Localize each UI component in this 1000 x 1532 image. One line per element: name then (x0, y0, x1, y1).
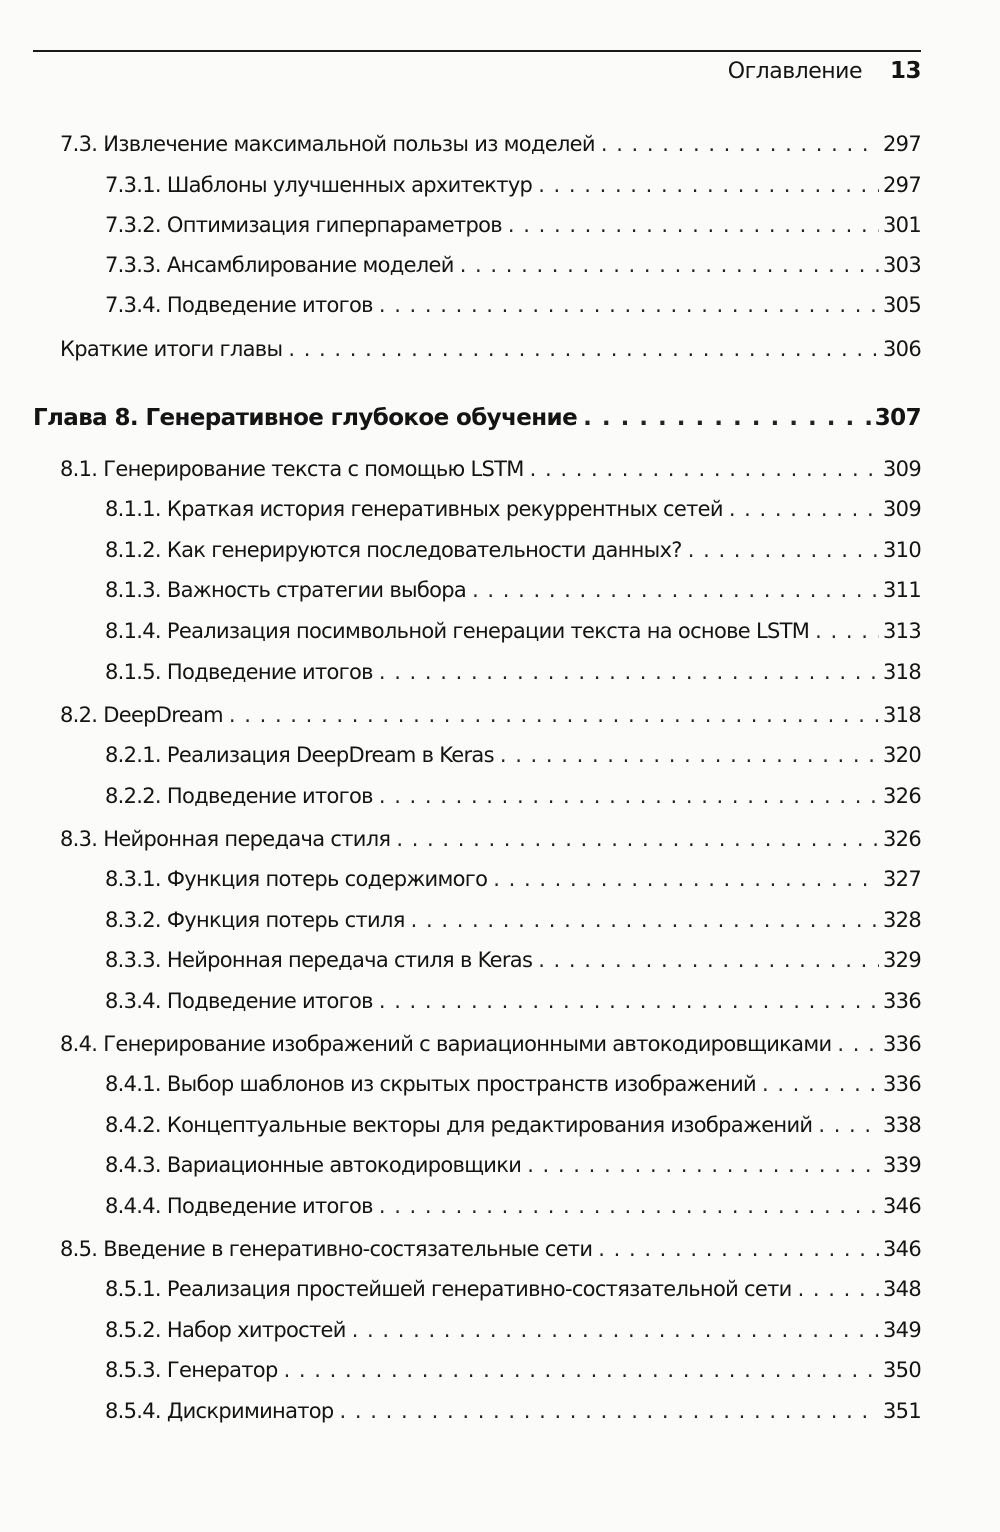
toc-leader-dots (379, 293, 879, 317)
toc-entry-page: 346 (883, 1194, 921, 1218)
toc-leader-dots (500, 743, 879, 767)
toc-entry-title: 8.5.3. Генератор (105, 1358, 278, 1382)
toc-entry[interactable] (105, 619, 921, 643)
toc-entry-title: 8.2.1. Реализация DeepDream в Keras (105, 743, 494, 767)
toc-entry-page: 297 (883, 132, 921, 156)
toc-leader-dots (583, 405, 871, 431)
toc-entry[interactable] (105, 538, 921, 562)
toc-entry-title: 8.3.1. Функция потерь содержимого (105, 867, 488, 891)
toc-entry[interactable] (105, 784, 921, 808)
toc-entry-title: 8.2.2. Подведение итогов (105, 784, 373, 808)
toc-entry[interactable] (105, 1358, 921, 1382)
toc-leader-dots (493, 867, 879, 891)
toc-entry-title: 7.3. Извлечение максимальной пользы из моделей (60, 132, 595, 156)
toc-entry[interactable] (105, 1318, 921, 1342)
toc-entry[interactable] (105, 908, 921, 932)
toc-chapter-page: 307 (874, 405, 921, 431)
toc-entry[interactable] (105, 1153, 921, 1177)
toc-entry-title: 8.4.2. Концептуальные векторы для редактирования изображений (105, 1113, 813, 1137)
toc-entry-page: 309 (883, 497, 921, 521)
toc-entry-title: 8.1.3. Важность стратегии выбора (105, 578, 467, 602)
toc-entry[interactable] (105, 660, 921, 684)
toc-entry[interactable] (105, 989, 921, 1013)
toc-entry-page: 338 (883, 1113, 921, 1137)
toc-entry-page: 313 (883, 619, 921, 643)
toc-entry-title: 8.4.4. Подведение итогов (105, 1194, 373, 1218)
toc-entry-page: 309 (883, 457, 921, 481)
toc-entry[interactable] (60, 457, 921, 481)
toc-entry-page: 318 (883, 703, 921, 727)
toc-entry[interactable] (60, 132, 921, 156)
toc-entry-page: 326 (883, 827, 921, 851)
toc-leader-dots (396, 827, 879, 851)
toc-entry-title: 8.4.3. Вариационные автокодировщики (105, 1153, 522, 1177)
toc-entry-page: 311 (883, 578, 921, 602)
toc-entry-title: 8.1. Генерирование текста с помощью LSTM (60, 457, 524, 481)
toc-entry[interactable] (105, 213, 921, 237)
toc-entry-page: 329 (883, 948, 921, 972)
toc-entry[interactable] (60, 827, 921, 851)
toc-leader-dots (288, 337, 879, 361)
toc-entry-title: 8.1.1. Краткая история генеративных рекуррентных сетей (105, 497, 723, 521)
toc-entry-page: 349 (883, 1318, 921, 1342)
toc-entry-page: 350 (883, 1358, 921, 1382)
toc-chapter-entry[interactable] (33, 405, 921, 431)
toc-entry[interactable] (60, 703, 921, 727)
toc-leader-dots (762, 1072, 879, 1096)
toc-leader-dots (729, 497, 879, 521)
toc-leader-dots (818, 1113, 879, 1137)
toc-entry-title: 8.1.4. Реализация посимвольной генерации текста на основе LSTM (105, 619, 810, 643)
toc-entry[interactable] (105, 173, 921, 197)
toc-entry[interactable] (105, 253, 921, 277)
toc-entry-page: 306 (883, 337, 921, 361)
toc-entry-page: 348 (883, 1277, 921, 1301)
toc-chapter-title: Глава 8. Генеративное глубокое обучение (33, 405, 578, 431)
toc-entry-title: 7.3.3. Ансамблирование моделей (105, 253, 454, 277)
toc-entry-page: 328 (883, 908, 921, 932)
toc-entry-page: 336 (883, 1072, 921, 1096)
toc-entry-page: 297 (883, 173, 921, 197)
toc-entry[interactable] (105, 1194, 921, 1218)
toc-entry[interactable] (105, 1113, 921, 1137)
toc-leader-dots (688, 538, 879, 562)
toc-entry[interactable] (105, 1072, 921, 1096)
toc-entry-title: 7.3.4. Подведение итогов (105, 293, 373, 317)
toc-entry-title: 8.3.4. Подведение итогов (105, 989, 373, 1013)
toc-leader-dots (460, 253, 879, 277)
toc-leader-dots (472, 578, 879, 602)
toc-leader-dots (815, 619, 879, 643)
running-header-title: Оглавление (727, 59, 862, 84)
toc-entry-title: 8.4.1. Выбор шаблонов из скрытых пространств изображений (105, 1072, 756, 1096)
toc-entry-page: 326 (883, 784, 921, 808)
toc-leader-dots (379, 784, 879, 808)
toc-entry-title: 7.3.2. Оптимизация гиперпараметров (105, 213, 502, 237)
toc-leader-dots (530, 457, 879, 481)
toc-leader-dots (601, 132, 879, 156)
toc-entry[interactable] (105, 497, 921, 521)
toc-leader-dots (538, 173, 879, 197)
toc-leader-dots (340, 1399, 879, 1423)
toc-entry-title: 8.2. DeepDream (60, 703, 223, 727)
toc-leader-dots (798, 1277, 879, 1301)
toc-entry[interactable] (105, 867, 921, 891)
toc-entry-page: 351 (883, 1399, 921, 1423)
toc-leader-dots (284, 1358, 879, 1382)
toc-entry-page: 310 (883, 538, 921, 562)
toc-entry-title: 8.5.4. Дискриминатор (105, 1399, 334, 1423)
toc-entry-title: 8.4. Генерирование изображений с вариационными автокодировщиками (60, 1032, 832, 1056)
toc-entry[interactable] (60, 1032, 921, 1056)
toc-leader-dots (837, 1032, 879, 1056)
toc-entry-title: 8.1.5. Подведение итогов (105, 660, 373, 684)
toc-entry-title: 8.3. Нейронная передача стиля (60, 827, 391, 851)
toc-entry-page: 303 (883, 253, 921, 277)
toc-entry-page: 339 (883, 1153, 921, 1177)
toc-leader-dots (379, 989, 879, 1013)
toc-entry-page: 320 (883, 743, 921, 767)
toc-entry[interactable] (105, 743, 921, 767)
toc-leader-dots (508, 213, 879, 237)
toc-leader-dots (527, 1153, 879, 1177)
toc-entry-title: 8.3.3. Нейронная передача стиля в Keras (105, 948, 533, 972)
toc-entry-title: Краткие итоги главы (60, 337, 283, 361)
toc-leader-dots (379, 660, 879, 684)
toc-entry[interactable] (60, 1237, 921, 1261)
toc-entry[interactable] (105, 578, 921, 602)
toc-leader-dots (352, 1318, 879, 1342)
toc-entry-page: 336 (883, 1032, 921, 1056)
toc-entry-page: 301 (883, 213, 921, 237)
toc-entry-page: 327 (883, 867, 921, 891)
toc-entry-page: 305 (883, 293, 921, 317)
toc-entry[interactable] (105, 1399, 921, 1423)
toc-entry-title: 8.5.2. Набор хитростей (105, 1318, 346, 1342)
toc-entry-title: 8.5.1. Реализация простейшей генеративно-состязательной сети (105, 1277, 792, 1301)
toc-entry[interactable] (105, 293, 921, 317)
toc-leader-dots (411, 908, 879, 932)
toc-leader-dots (538, 948, 879, 972)
toc-entry-title: 7.3.1. Шаблоны улучшенных архитектур (105, 173, 533, 197)
toc-entry-page: 318 (883, 660, 921, 684)
toc-entry[interactable] (105, 1277, 921, 1301)
toc-leader-dots (379, 1194, 879, 1218)
toc-leader-dots (229, 703, 879, 727)
toc-entry-title: 8.1.2. Как генерируются последовательности данных? (105, 538, 682, 562)
toc-entry[interactable] (105, 948, 921, 972)
toc-entry[interactable] (60, 337, 921, 361)
toc-entry-page: 346 (883, 1237, 921, 1261)
toc-leader-dots (598, 1237, 879, 1261)
toc-entry-page: 336 (883, 989, 921, 1013)
page-number: 13 (889, 58, 921, 84)
toc-entry-title: 8.5. Введение в генеративно-состязательные сети (60, 1237, 593, 1261)
toc-entry-title: 8.3.2. Функция потерь стиля (105, 908, 405, 932)
